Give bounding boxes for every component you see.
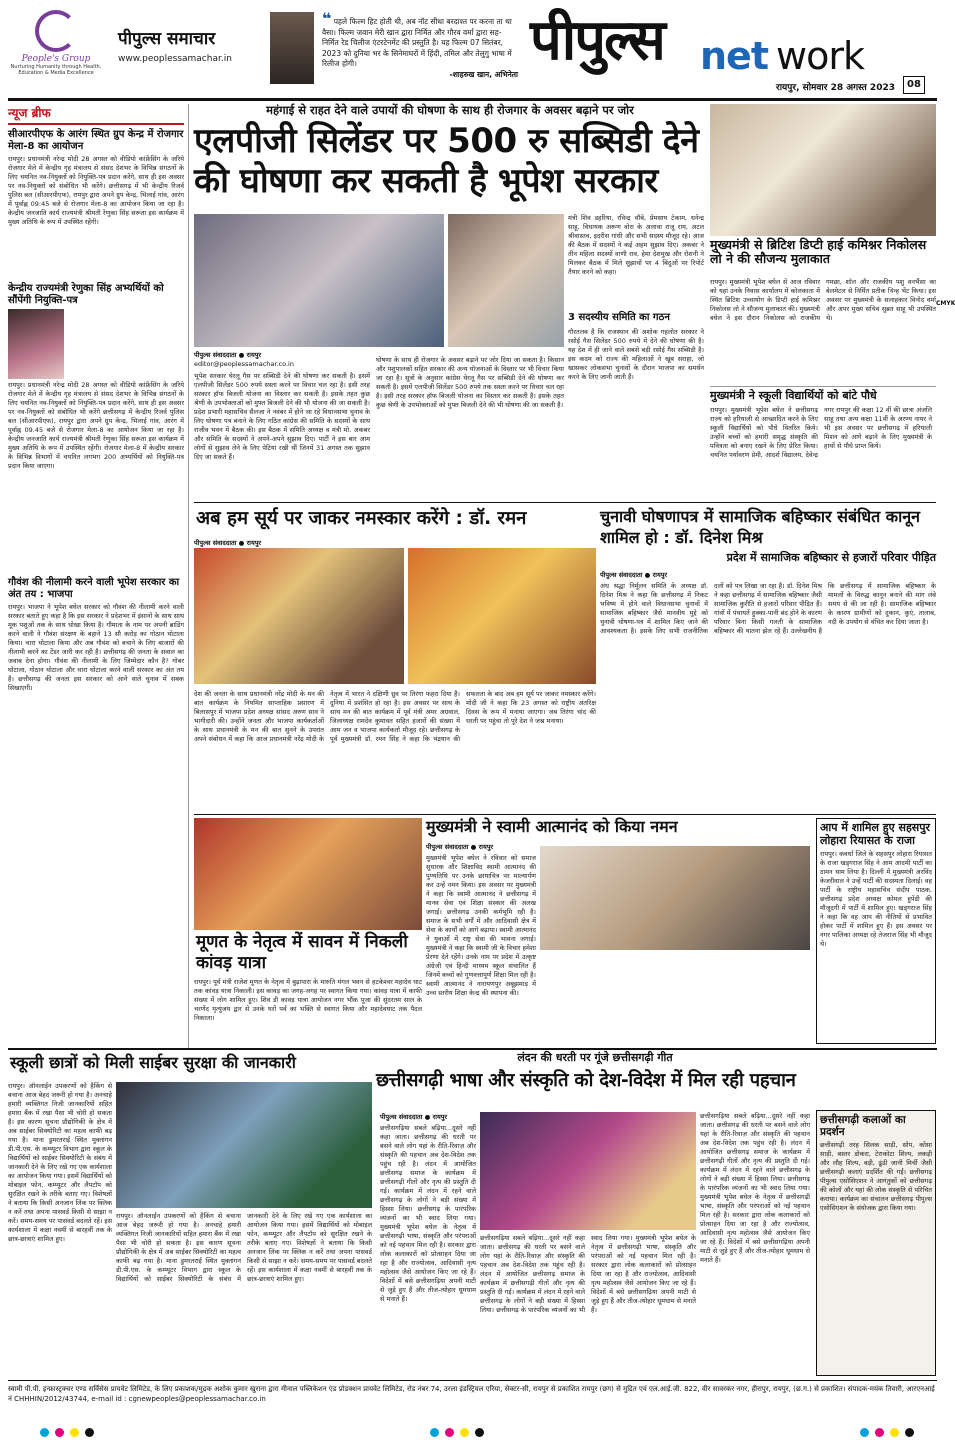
raman-body: देश की जनता के साथ प्रधानमंत्री नरेंद्र मोदी के मन की बात कार्यक्रम के नियमित साप्ताहिक प्रसारण में बिलासपुर में भाजपा प्रदेश अध्यक्ष सांसद अरुण साव ने भागीदारी की। उन्होंने जनता और भाजपा कार्यकर्ताओं के साथ प्रधानमंत्री के मन की बात सुनने के उपरांत अपने संबोधन में कहा कि आज प्रधानमंत्री नरेंद्र मोदी के नेतृत्व में भारत ने दक्षिणी ध्रुव पर तिरंगा फहरा दिया है। दुनिया में प्रशंसित हो रहा है। इस अवसर पर साथ के साथ मन की बात कार्यक्रम में पूर्व मंत्री अमर अग्रवाल, जिलाध्यक्ष रामदेव कुमावत सहित हजारों की संख्या में आम जन व भाजपा कार्यकर्ता मौजूद रहे। छत्तीसगढ़ के पूर्व मुख्यमंत्री डॉ. रमन सिंह ने कहा कि चंद्रयान की सफलता के बाद अब हम सूर्य पर जाकर नमस्कार करेंगे। मोदी जी ने कहा कि 23 अगस्त को राष्ट्रीय अंतरिक्ष दिवस के रूप में मनाया जाएगा। जब तिरंगा चांद की धरती पर पहुंचा तो पूरे देश ने जश्न मनाया। [194, 690, 596, 743]
brief-body: रायपुर। भाजपा ने भूपेश बघेल सरकार को गौवंश की नीलामी करने वाली सरकार बताते हुए कहा है कि इस सरकार ने प्रदेशभर में इंसानों के साथ साथ मूक पशुओं तक के साथ धोखा किया है। गौमाता के नाम पर अपनी ब्राडिंग करने वाली ने गौवंश संरक्षण के बहाने 13 सौ करोड़ का गोठान घोटाला किया। चारा घोटाला किया और अब गौवंश को बचाने के लिए बाजारों की नीलामी करने का टेंडर जारी कर रही है। छत्तीसगढ़ की जनता के सवाल का जवाब देना होगा। गौवंश की नीलामी के लिए जिम्मेदार कौन है? गोबर घोटाला, गोठान घोटाला और चारा घोटाला करने वाली सरकार का अंत तय है। छत्तीसगढ़ की जनता इस सरकार को आने वाले चुनाव में सबक सिखाएगी। [8, 603, 184, 692]
lead-byline: पीपुल्स संवाददाता ● रायपुर [194, 351, 262, 359]
page-number: 08 [903, 76, 925, 94]
right-top-headline: मुख्यमंत्री से ब्रिटिश डिप्टी हाई कमिश्नर निकोलस लो ने की सौजन्य मुलाकात [710, 237, 927, 267]
column-divider [188, 104, 189, 1050]
raman-crowd-photo [408, 548, 596, 684]
cmyk-c [860, 1428, 869, 1437]
lead-subhead: 3 सदस्यीय समिति का गठन [568, 312, 670, 323]
logo-mark-icon [35, 10, 77, 52]
cm-meeting-photo [710, 104, 936, 236]
cyber-body: रायपुर। ऑनलाईन उपकरणों को हैकिंग से बचाना आज बेहद जरूरी हो गया है। अनचाहे हमारी व्यक्तिगत निजी जानकारियों सहित हमारा बैंक में रखा पैसा भी चोरी हो सकता है। इस कारण सूचना प्रौद्योगिकी के क्षेत्र में अब साईबर सिक्योरिटी का महत्व काफी बढ़ गया है। माना डुमरतराई स्थित मुक्तांगन डी.पी.एस. के कम्प्यूटर विभाग द्वारा स्कूल के विद्यार्थियों को साईबर सिक्योरिटी के संबंध में जानकारी देने के लिए रखे गए एक कार्यशाला का आयोजन किया गया। इसमें विद्यार्थियों को मोबाइल फोन, कम्प्यूटर और लैपटॉप को सुरक्षित रखने के तरीके बताए गए। विशेषज्ञों ने बताया कि किसी अनजान लिंक पर क्लिक न करें तथा अपना पासवर्ड किसी से साझा न करें। समय-समय पर पासवर्ड बदलते रहें। इस कार्यशाला में कक्षा नवमीं से बारहवीं तक के छात्र-छात्राएं शामिल हुए। [8, 1082, 112, 1243]
paper-title-work: work [776, 34, 864, 78]
kala-box [816, 1110, 936, 1376]
mishra-body: अंध श्रद्धा निर्मूलन समिति के अध्यक्ष डॉ. दिनेश मिश्र ने कहा कि छत्तीसगढ़ में निकट भविष्य में होने वाले विधानसभा चुनावों में सामाजिक बहिष्कार जैसे मानवीय मुद्दे को चुनावी घोषणा-पत्र में शामिल किए जाने की आवश्यकता है। इसके लिए सभी राजनीतिक दलों को पत्र लिखा जा रहा है। डॉ. दिनेश मिश्र ने कहा छत्तीसगढ़ में सामाजिक बहिष्कार जैसी सामाजिक कुरीति से हजारों परिवार पीड़ित हैं। गांवों में पंचायतें हुक्का-पानी बंद होने के कारण परिवार बिना किसी गलती के सामाजिक बहिष्कार की यातना झेल रहे हैं। उल्लेखनीय है कि छत्तीसगढ़ में सामाजिक बहिष्कार के मामलों के विरुद्ध कानून बनाने की मांग लंबे समय से की जा रही है। सामाजिक बहिष्कार के कारण ग्रामीणों को दुकान, कुएं, तालाब, नदी के उपयोग से वंचित कर दिया जाता है। [600, 582, 936, 635]
masthead-quote [322, 9, 518, 80]
atmanand-headline: मुख्यमंत्री ने स्वामी आत्मानंद को किया नमन [426, 817, 678, 836]
brief-body: रायपुर। प्रधानमंत्री नरेन्द्र मोदी 28 अगस्त को वीडियो कांफ्रेंसिंग के जरिये रोजगार मेले में केन्द्रीय गृह मंत्रालय से संसद देशभर के विभिन्न संगठनों के लिए चयनित नव-नियुक्तों को नियुक्ति-पत्र प्रदान करेंगे, साथ ही इस अवसर पर नव-नियुक्तों को संबोधित भी करेंगे। छत्तीसगढ़ में भी केन्द्रीय रिजर्व पुलिस बल (सीआरपीएफ), रायपुर द्वारा अपने ग्रुप केन्द्र, भिलाई गांव, आरंग में पूर्वाह्न 09:45 बजे से रोजगार मेला-8 का आयोजन किया जा रहा है। केन्द्रीय जनजाति कार्य राज्यमंत्री श्रीमती रेणुका सिंह सरूता इस कार्यक्रम में मुख्य अतिथि के रूप में उपस्थित रहेंगी। [8, 155, 184, 226]
paper-title: पीपुल्स [530, 7, 664, 73]
logo-name: People's Group [21, 54, 91, 64]
lead-body-col3: मंत्री शिव डहरिया, रविन्द्र चौबे, प्रेमसाय टेकाम, धनेन्द्र साहू, विधायक अरूण वोरा के अलावा राजू राय, अटल श्रीवास्तव, इदरीस गांधी और सभी सदस्य मौजूद रहे। आज की बैठक में सदस्यों ने कई अहम सुझाव दिए। अकबर ने तीन महिला सदस्यों वाणी राव, हेमा देशमुख और रोशनी ने मिलकर बैठक में मिले सुझावों पर 4 बिंदुओं पर रिपोर्ट तैयार करने को कहा। [568, 214, 704, 276]
cmyk-side-marker: CMYK [936, 300, 955, 307]
sahaspur-body: रायपुर। कवर्धा जिले के सहसपुर लोहारा रियासत के राजा खड्गराज सिंह ने आम आदमी पार्टी का दामन थाम लिया है। दिल्ली में मुख्यमंत्री अरविंद केजरीवाल ने उन्हें पार्टी की सदस्यता दिलाई। वह पार्टी के राष्ट्रीय महासचिव संदीप पाठक, छत्तीसगढ़ प्रदेश अध्यक्ष कोमल हुपेंडी की मौजूदगी में पार्टी में शामिल हुए। खड्गराज सिंह ने कहा कि वह आप की नीतियों से प्रभावित होकर पार्टी में शामिल हुए हैं। इस अवसर पर नगर पालिका अध्यक्ष रहे तेजराज सिंह भी मौजूद थे। [820, 850, 932, 949]
news-brief-label: न्यूज ब्रीफ [8, 106, 51, 120]
lead-email[interactable]: editor@peoplessamachar.co.in [194, 360, 294, 368]
divider [710, 386, 936, 387]
cmyk-marks [430, 1428, 484, 1437]
raman-byline: पीपुल्स संवाददाता ● रायपुर [194, 539, 262, 547]
lead-story [194, 104, 706, 201]
cmyk-c [430, 1428, 439, 1437]
cyber-headline: स्कूली छात्रों को मिली साईबर सुरक्षा की जानकारी [10, 1053, 296, 1072]
lead-body-col4: गौरतलब है कि राजस्थान की अशोक गहलोत सरकार ने रसोई गैस सिलेंडर 500 रुपये में देने की घोषणा की है। यह देश में ही जाने वाले सबसे बड़ी रसोई गैस सब्सिडी है। इस कदम को राज्य की महिलाओं ने खूब सराहा, जो खासकर लोकसभा चुनावों के दौरान भाजपा का समर्थन करने के लिए जानी जाती हैं। [568, 328, 704, 381]
brief-headline: सीआरपीएफ के आरंग स्थित ग्रुप केन्द्र में रोजगार मेला-8 का आयोजन [8, 129, 184, 152]
culture-body-col1: छत्तीसगढ़िया सबले बढ़िया...दूसरे नहीं कहा जाता। छत्तीसगढ़ की धरती पर बसने वाले लोग यहां के रीति-रिवाज़ और संस्कृति की पहचान अब देश-विदेश तक पहुंच रही है। लंदन में आयोजित छत्तीसगढ़ समाज के कार्यक्रम में छत्तीसगढ़ी गीतों और नृत्य की प्रस्तुति दी गई। कार्यक्रम में लंदन में रहने वाले छत्तीसगढ़ के लोगों ने बड़ी संख्या में हिस्सा लिया। छत्तीसगढ़ के पारंपरिक व्यंजनों का भी स्वाद लिया गया। मुख्यमंत्री भूपेश बघेल के नेतृत्व में छत्तीसगढ़ी भाषा, संस्कृति और परंपराओं को नई पहचान मिल रही है। सरकार द्वारा लोक कलाकारों को प्रोत्साहन दिया जा रहा है और राज्योत्सव, आदिवासी नृत्य महोत्सव जैसे आयोजन किए जा रहे हैं। विदेशों में बसे छत्तीसगढ़िया अपनी माटी से जुड़े हुए हैं और तीज-त्योहार धूमधाम से मनाते हैं। [380, 1124, 476, 1303]
culture-dance-photo [480, 1112, 696, 1230]
section-rule [8, 1048, 937, 1050]
cmyk-m [55, 1428, 64, 1437]
peoples-group-logo [6, 10, 106, 90]
cmyk-k [85, 1428, 94, 1437]
actor-photo [270, 12, 314, 84]
minister-photo [8, 309, 64, 379]
culture-body-col3: छत्तीसगढ़िया सबले बढ़िया...दूसरे नहीं कहा जाता। छत्तीसगढ़ की धरती पर बसने वाले लोग यहां के रीति-रिवाज़ और संस्कृति की पहचान अब देश-विदेश तक पहुंच रही है। लंदन में आयोजित छत्तीसगढ़ समाज के कार्यक्रम में छत्तीसगढ़ी गीतों और नृत्य की प्रस्तुति दी गई। कार्यक्रम में लंदन में रहने वाले छत्तीसगढ़ के लोगों ने बड़ी संख्या में हिस्सा लिया। छत्तीसगढ़ के पारंपरिक व्यंजनों का भी स्वाद लिया गया। मुख्यमंत्री भूपेश बघेल के नेतृत्व में छत्तीसगढ़ी भाषा, संस्कृति और परंपराओं को नई पहचान मिल रही है। सरकार द्वारा लोक कलाकारों को प्रोत्साहन दिया जा रहा है और राज्योत्सव, आदिवासी नृत्य महोत्सव जैसे आयोजन किए जा रहे हैं। विदेशों में बसे छत्तीसगढ़िया अपनी माटी से जुड़े हुए हैं और तीज-त्योहार धूमधाम से मनाते हैं। [700, 1112, 810, 1264]
right-top-body: रायपुर। मुख्यमंत्री भूपेश बघेल से आज रविवार को यहां उनके निवास कार्यालय में कोलकाता में स्थित ब्रिटिश उच्चायोग के डिप्टी हाई कमिश्नर निकोलस लो ने सौजन्य मुलाकात की। मुख्यमंत्री बघेल ने इस दौरान निकोलस को राजकीय गमछा, शॉल और राजकीय पशु वनभैंसा का बेलमेटल से निर्मित प्रतीक चिन्ह भेंट किया। इस अवसर पर मुख्यमंत्री के सलाहकार विनोद वर्मा और अपर मुख्य सचिव सुब्रत साहू भी उपस्थित थे। [710, 278, 936, 322]
brief-headline: केन्द्रीय राज्यमंत्री रेणुका सिंह अभ्यर्थियों को सौंपेंगी नियुक्ति-पत्र [8, 283, 164, 306]
logo-tagline: Nurturing Humanity through Health, Education & Media Excellence [10, 64, 102, 76]
footer-imprint: स्वामी पी.पी. इन्फ्रास्ट्रक्चर एण्ड सर्विसेस प्रायवेट लिमिटेड, के लिए प्रकाशक/मुद्रक अशोक कुमार खुराना द्वारा मीनाल पब्लिकेशन एंड प्रोडक्शन प्रायवेट लिमिटेड, रोड नंबर 74, उरला इंडस्ट्रियल एरिया, सेक्टर-सी, रायपुर से प्रकाशित रायपुर (छग) से मुद्रित एवं एल.आई.जी. 822, वीर सावरकर नगर, हीरापुर, रायपुर, (छ.ग.) से प्रकाशित। संपादक-मयंक तिवारी, आरएनआई नं CHHHIN/2012/43744, e-mail id : cgnewpeoples@peoplessamachar.co.in [8, 1385, 935, 1403]
brand-name: पीपुल्स समाचार [118, 29, 216, 49]
news-brief-column [8, 104, 184, 1050]
mishra-byline: पीपुल्स संवाददाता ● रायपुर [600, 571, 668, 579]
quote-author: -शाहरुख खान, अभिनेता [449, 69, 518, 79]
cmyk-y [890, 1428, 899, 1437]
raman-event-photo [194, 548, 404, 684]
right-mid-headline: मुख्यमंत्री ने स्कूली विद्यार्थियों को बांटे पौधे [710, 389, 877, 402]
lead-headline: एलपीजी सिलेंडर पर 500 रु सब्सिडी देने की घोषणा कर सकती है भूपेश सरकार [194, 121, 699, 202]
section-rule [194, 814, 936, 815]
atmanand-photo [540, 846, 810, 950]
paper-title-net: net [700, 34, 768, 78]
footer-rule [8, 1380, 937, 1381]
atmanand-byline: पीपुल्स संवाददाता ● रायपुर [426, 843, 494, 851]
mishra-subhead: प्रदेश में सामाजिक बहिष्कार से हजारों परिवार पीड़ित [726, 551, 936, 564]
kanwar-photo [194, 818, 422, 930]
cmyk-m [445, 1428, 454, 1437]
kala-body: छत्तीसगढ़ी तरह सिलक साड़ी, सोप, कोसा साड़ी, बस्तर डोकरा, टेराकोटा शिल्प, लकड़ी और लौह शिल्प, बड़ी, ढूंढी जानी मिर्ची जैसी छत्तीसगढ़ी कलाएं प्रदर्शित की गईं। छत्तीसगढ़ पीपुल्स एसोसिएशन ने आगंतुकों को छत्तीसगढ़ की कोलों और यहां की लोक संस्कृति से परिचित कराया। कार्यक्रम का संचालन छत्तीसगढ़ पीपुल्स एसोसिएशन के संयोजक द्वारा किया गया। [820, 1141, 932, 1213]
brief-headline: गौवंश की नीलामी करने वाली भूपेश सरकार का अंत तय : भाजपा [8, 577, 180, 600]
culture-body-col2: छत्तीसगढ़िया सबले बढ़िया...दूसरे नहीं कहा जाता। छत्तीसगढ़ की धरती पर बसने वाले लोग यहां के रीति-रिवाज़ और संस्कृति की पहचान अब देश-विदेश तक पहुंच रही है। लंदन में आयोजित छत्तीसगढ़ समाज के कार्यक्रम में छत्तीसगढ़ी गीतों और नृत्य की प्रस्तुति दी गई। कार्यक्रम में लंदन में रहने वाले छत्तीसगढ़ के लोगों ने बड़ी संख्या में हिस्सा लिया। छत्तीसगढ़ के पारंपरिक व्यंजनों का भी स्वाद लिया गया। मुख्यमंत्री भूपेश बघेल के नेतृत्व में छत्तीसगढ़ी भाषा, संस्कृति और परंपराओं को नई पहचान मिल रही है। सरकार द्वारा लोक कलाकारों को प्रोत्साहन दिया जा रहा है और राज्योत्सव, आदिवासी नृत्य महोत्सव जैसे आयोजन किए जा रहे हैं। विदेशों में बसे छत्तीसगढ़िया अपनी माटी से जुड़े हुए हैं और तीज-त्योहार धूमधाम से मनाते हैं। [480, 1234, 696, 1314]
culture-kicker: लंदन की धरती पर गूंजे छत्तीसगढ़ी गीत [517, 1051, 673, 1064]
cyber-photo [116, 1082, 372, 1208]
cmyk-marks [860, 1428, 914, 1437]
cmyk-k [475, 1428, 484, 1437]
sahaspur-headline: आप में शामिल हुए सहसपुर लोहारा रियासत के राजा [820, 821, 930, 847]
cmyk-marks [40, 1428, 94, 1437]
culture-byline: पीपुल्स संवाददाता ● रायपुर [380, 1113, 448, 1121]
cmyk-m [875, 1428, 884, 1437]
mishra-headline: चुनावी घोषणापत्र में सामाजिक बहिष्कार संबंधित कानून शामिल हो : डॉ. दिनेश मिश्र [600, 507, 920, 547]
atmanand-body: मुख्यमंत्री भूपेश बघेल ने रविवार को समाज सुधारक और शिक्षाविद स्वामी आत्मानंद की पुण्यतिथि पर उनके छायाचित्र पर माल्यार्पण कर उन्हें नमन किया। इस अवसर पर मुख्यमंत्री ने कहा कि स्वामी आत्मानंद ने छत्तीसगढ़ में मानव सेवा एवं शिक्षा संस्कार की अलख जगाई। छत्तीसगढ़ उनकी कर्मभूमि रही है। समाज के सभी वर्गों में और आदिवासी क्षेत्र में सेवा के कार्यों को आगे बढ़ाया। स्वामी आत्मानंद ने युवाओं में राष्ट्र सेवा की भावना जगाई। मुख्यमंत्री ने कहा कि स्वामी जी के विचार हमेशा प्रेरणा देते रहेंगे। उनके नाम पर प्रदेश में उत्कृष्ट अंग्रेजी एवं हिन्दी माध्यम स्कूल संचालित हैं जिनमें बच्चों को गुणवत्तापूर्ण शिक्षा मिल रही है। स्वामी आत्मानंद ने नारायणपुर अबूझमाड़ में उच्च स्तरीय शिक्षा केन्द्र की स्थापना की। [426, 854, 536, 997]
brand-url[interactable]: www.peoplessamachar.in [118, 54, 232, 64]
masthead-rule [8, 98, 937, 101]
lead-kicker: महंगाई से राहत देने वाले उपायों की घोषणा के साथ ही रोजगार के अवसर बढ़ाने पर जोर [266, 103, 634, 117]
dateline: रायपुर, सोमवार 28 अगस्त 2023 [776, 83, 895, 93]
lead-photo-2 [448, 214, 564, 347]
quote-text: पहले फिल्म हिट होती थी, अब नॉट सीधा बरदाश्त पर करना ता था वैसा। फिल्म जवान मेरी खान द्वारा निर्मित और गौरव वर्मा द्वारा सह-निर्मित रेड चिलीज एंटरटेनमेंट की प्रस्तुति है। यह फिल्म 07 सितंबर, 2023 को दुनिया भर के सिनेमाघरों में हिंदी, तमिल और तेलुगु भाषा में रिलीज होगी। [322, 17, 512, 68]
right-mid-body: रायपुर। मुख्यमंत्री भूपेश बघेल ने छत्तीसगढ़ राज्य को हरियाली से आच्छादित करने के लिए स्कूली विद्यार्थियों को पौधे वितरित किये। उन्होंने बच्चों को हमारी समृद्ध संस्कृति की पवित्रता को बनाए रखने के लिए प्रेरित किया। चयनित पर्यावरण प्रेमी, आदर्श विद्यालय, देवेन्द्र नगर रायपुर की कक्षा 12 वीं की छात्रा अंजलि साहू तथा अन्य कक्षा 11वीं के अरण्य नायर ने भी इस अवसर पर छत्तीसगढ़ में हरियाली मिशन को आगे बढ़ाने के लिए मुख्यमंत्री के हाथों से पौधे प्राप्त किये। [710, 406, 932, 459]
kanwar-headline: मूणत के नेतृत्व में सावन में निकली कांवड़ यात्रा [196, 932, 408, 973]
brief-body: रायपुर। प्रधानमंत्री नरेन्द्र मोदी 28 अगस्त को वीडियो कांफ्रेंसिंग के जरिये रोजगार मेले में केन्द्रीय गृह मंत्रालय से संसद देशभर के विभिन्न संगठनों के लिए चयनित नव-नियुक्तों को नियुक्ति-पत्र प्रदान करेंगे, साथ ही इस अवसर पर नव-नियुक्तों को संबोधित भी करेंगे छत्तीसगढ़ में केन्द्रीय रिजर्व पुलिस बल (सीआरपीएफ), रायपुर द्वारा अपने ग्रुप केन्द्र, भिलाई गांव, आरंग में पूर्वाह्न 09.45 बजे से रोजगार मेला-8 का आयोजन किया जा रहा है। केन्द्रीय जनजाति कार्य राज्यमंत्री श्रीमती रेणुका सिंह सरूता इस कार्यक्रम में मुख्य अतिथि के रूप में उपस्थित रहेंगी। रोजगार मेला-8 में केन्द्रीय सरकार के विभिन्न विभागों में चयनित लगभग 200 अभ्यर्थियों को नियुक्ति-पत्र प्रदान किया जाएगा। [8, 381, 184, 470]
cmyk-k [905, 1428, 914, 1437]
culture-headline: छत्तीसगढ़ी भाषा और संस्कृति को देश-विदेश में मिल रही पहचान [376, 1070, 796, 1091]
meeting-photo [194, 214, 444, 347]
kanwar-body: रायपुर। पूर्व मंत्री राजेश मूणत के नेतृत्व में बुढ़ापारा के मारुति मंगल भवन से हटकेश्वर महादेव घाट तक कांवड़ यात्रा निकाली। इस कावड़ का जगह-जगह पर स्वागत किया गया। कांवड़ यात्रा में काफी संख्या में लोग शामिल हुए। शिव डी कावड़ यात्रा आयोजन नगर भौंक पूजा की सुंदरतम साल के चरणेंद मृत्युंजय द्वार से उनके घरों पर्व का भक्ति से स्वागत किया और महादेवघाट तक पैदल निकाला। [194, 978, 422, 1022]
lead-body-col1: भूपेश सरकार घेरलू गैस पर सब्सिडी देने की घोषणा कर सकती है। इसमें एलपीजी सिलेंडर 500 रुपये सस्ता करने पर विचार चल रहा है। इसी तरह सरकार हॉफ बिजली योजना का विस्तार कर सकती है। इसके तहत कुछ श्रेणी के उपभोक्ताओं को मुफ्त बिजली देने की भी योजना की जा सकती है। प्रदेश प्रभारी महासचिव सैलजा ने नवंबर में होने जा रहे विधानसभा चुनाव के लिए घोषणा पत्र बनाने के लिए गठित कांग्रेस की समिति के सदस्यों के साथ राजीव भवन में बैठक की। इस बैठक में समिति अध्यक्ष व मंत्री मो. अकबर और समिति के सदस्यों ने अपने-अपने सुझाव दिए। पार्टी ने इस बार आम लोगों से सुझाव लेने के लिए पेटियां रखी थीं जिनमें 31 अगस्त तक सुझाव दिए जा सकते हैं। [194, 372, 370, 461]
masthead [0, 0, 945, 104]
kala-headline: छत्तीसगढ़ी कलाओं का प्रदर्शन [820, 1114, 906, 1139]
sahaspur-box [816, 818, 936, 1044]
cmyk-y [70, 1428, 79, 1437]
cmyk-y [460, 1428, 469, 1437]
section-rule [194, 502, 936, 503]
quote-mark-icon: ❝ [322, 9, 332, 28]
cmyk-c [40, 1428, 49, 1437]
cyber-body-cont: रायपुर। ऑनलाईन उपकरणों को हैकिंग से बचाना आज बेहद जरूरी हो गया है। अनचाहे हमारी व्यक्तिगत निजी जानकारियों सहित हमारा बैंक में रखा पैसा भी चोरी हो सकता है। इस कारण सूचना प्रौद्योगिकी के क्षेत्र में अब साईबर सिक्योरिटी का महत्व काफी बढ़ गया है। माना डुमरतराई स्थित मुक्तांगन डी.पी.एस. के कम्प्यूटर विभाग द्वारा स्कूल के विद्यार्थियों को साईबर सिक्योरिटी के संबंध में जानकारी देने के लिए रखे गए एक कार्यशाला का आयोजन किया गया। इसमें विद्यार्थियों को मोबाइल फोन, कम्प्यूटर और लैपटॉप को सुरक्षित रखने के तरीके बताए गए। विशेषज्ञों ने बताया कि किसी अनजान लिंक पर क्लिक न करें तथा अपना पासवर्ड किसी से साझा न करें। समय-समय पर पासवर्ड बदलते रहें। इस कार्यशाला में कक्षा नवमीं से बारहवीं तक के छात्र-छात्राएं शामिल हुए। [116, 1212, 373, 1283]
lead-body-col2: घोषणा के साथ ही रोजगार के अवसर बढ़ाने पर जोर दिया जा सकता है। किसान और पशुपालकों सहित सरकार की अन्य योजनाओं के विस्तार पर भी विचार किया जा रहा है। सूत्रों के अनुसार कांग्रेस घेरलू गैस पर सब्सिडी देने की घोषणा कर सकती है। इसमें एलपीजी सिलेंडर 500 रुपये तक सस्ता करने पर विचार चल रहा है। इसी तरह सरकार हॉफ बिजली योजना का विस्तार कर सकती है। इसके तहत कुछ श्रेणी के उपभोक्ताओं को मुफ्त बिजली देने की भी घोषणा की जा सकती है। [376, 356, 564, 409]
raman-headline: अब हम सूर्य पर जाकर नमस्कार करेंगे : डॉ. रमन [196, 508, 527, 529]
